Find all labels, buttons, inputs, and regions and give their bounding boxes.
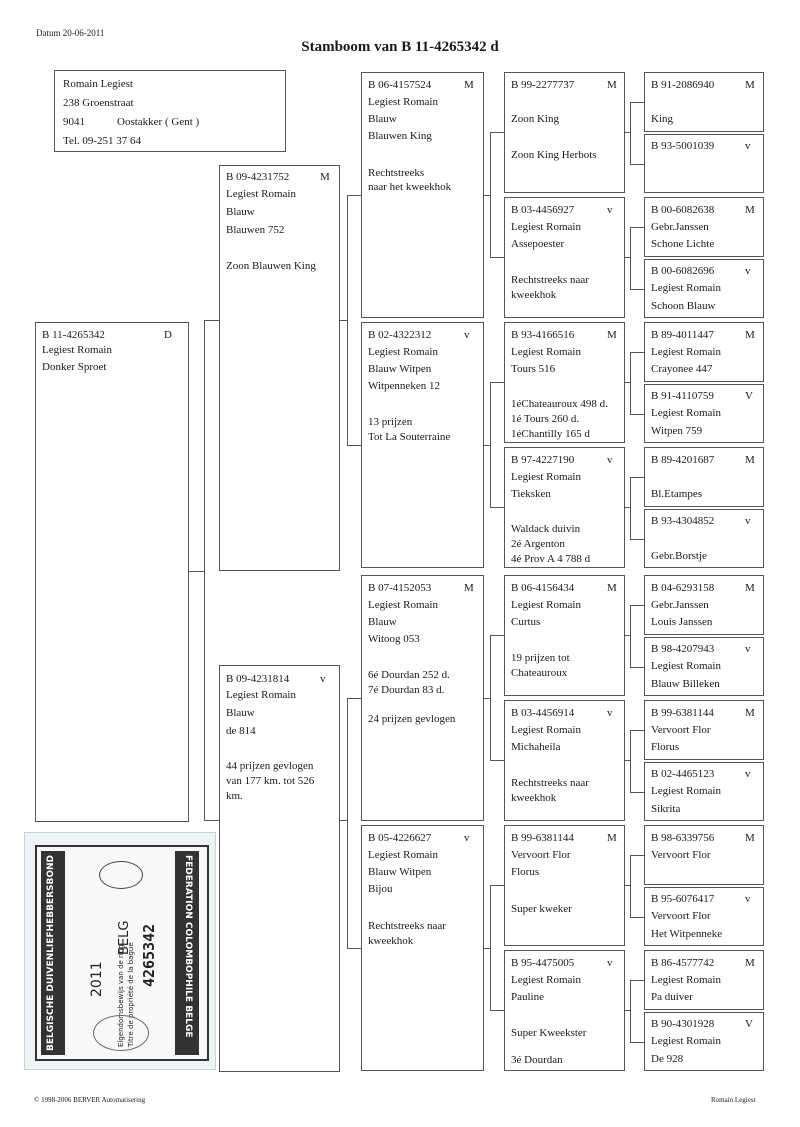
sex-marker: v: [464, 832, 470, 844]
line: Legiest Romain: [651, 974, 721, 986]
ring-number: B 06-4156434: [511, 582, 575, 594]
line: Gebr.Janssen: [651, 599, 709, 611]
sex-marker: M: [607, 79, 617, 91]
sex-marker: v: [464, 329, 470, 341]
footer-owner: Romain Legiest: [711, 1096, 756, 1104]
line: 1éChantilly 165 d: [511, 428, 590, 440]
color: Blauw: [226, 206, 255, 218]
note: 24 prijzen gevlogen: [368, 713, 456, 725]
ggg-box: [644, 322, 764, 382]
ggg-box: [644, 259, 764, 318]
ring-number: B 86-4577742: [651, 957, 715, 969]
sex-marker: M: [745, 454, 755, 466]
note: 6é Dourdan 252 d.: [368, 669, 450, 681]
owner-postcode: 9041: [63, 116, 85, 128]
line: Legiest Romain: [651, 282, 721, 294]
line: Curtus: [511, 616, 541, 628]
great-grandparent-box: [504, 825, 625, 946]
note: van 177 km. tot 526: [226, 775, 315, 787]
ring-number: B 09-4231814: [226, 673, 290, 685]
ring-number: B 03-4456927: [511, 204, 575, 216]
ring-number: B 98-4207943: [651, 643, 715, 655]
line: 19 prijzen tot: [511, 652, 570, 664]
line: Chateauroux: [511, 667, 568, 679]
note: 44 prijzen gevlogen: [226, 760, 314, 772]
owner-street: 238 Groenstraat: [63, 97, 134, 109]
parent-box-sire: [219, 165, 340, 571]
line: Legiest Romain: [651, 346, 721, 358]
grandparent-box: [361, 575, 484, 821]
ggg-box: [644, 447, 764, 507]
certificate-seal-icon: [93, 1015, 149, 1051]
ring-number: B 02-4322312: [368, 329, 432, 341]
great-grandparent-box: [504, 197, 625, 318]
ring-number: B 93-5001039: [651, 140, 715, 150]
breeder: Legiest Romain: [368, 849, 438, 861]
color: Blauw: [226, 707, 255, 719]
line: Vervoort Flor: [651, 910, 711, 922]
breeder: Legiest Romain: [368, 599, 438, 611]
line: Tieksken: [511, 488, 551, 500]
line: Zoon King: [511, 113, 559, 125]
sex-marker: v: [745, 265, 751, 277]
ring-number: B 99-6381144: [651, 707, 714, 719]
date-label: Datum 20-06-2011: [36, 28, 105, 38]
line: Michaheila: [511, 741, 561, 753]
breeder: Legiest Romain: [226, 188, 296, 200]
ring-number: B 99-2277737: [511, 79, 575, 91]
line: 2é Argenton: [511, 538, 565, 550]
color: Blauw: [368, 616, 397, 628]
ggg-box: [644, 1012, 764, 1071]
certificate-frame: [35, 845, 209, 1061]
sex-marker: M: [607, 582, 617, 594]
sex-marker: v: [745, 643, 751, 655]
ggg-box: [644, 700, 764, 760]
line: Vervoort Flor: [511, 849, 571, 861]
line: Tours 516: [511, 363, 556, 375]
ggg-box: [644, 72, 764, 132]
ring-number: B 91-4110759: [651, 390, 714, 402]
sex-marker: v: [745, 140, 751, 152]
sex-marker: V: [745, 390, 753, 402]
line: Legiest Romain: [651, 785, 721, 797]
sex-marker: v: [607, 454, 613, 466]
ggg-box: [644, 887, 764, 946]
grandparent-box: [361, 72, 484, 318]
line: Legiest Romain: [651, 1035, 721, 1047]
line: Legiest Romain: [511, 471, 581, 483]
subject-sex: D: [164, 329, 172, 341]
line: 4é Prov A 4 788 d: [511, 553, 591, 565]
ggg-box: [644, 384, 764, 443]
line: Legiest Romain: [511, 724, 581, 736]
ring-number: B 04-6293158: [651, 582, 715, 594]
ring-number: B 99-6381144: [511, 832, 574, 844]
line: Super kweker: [511, 903, 572, 915]
line: Vervoort Flor: [651, 849, 711, 861]
pigeon-name: Bijou: [368, 883, 393, 895]
ring-number: B 09-4231752: [226, 171, 290, 183]
sex-marker: M: [607, 832, 617, 844]
line: Het Witpenneke: [651, 928, 723, 940]
line: Sikrita: [651, 803, 681, 815]
ring-number: B 03-4456914: [511, 707, 575, 719]
sex-marker: M: [745, 79, 755, 91]
ring-number: B 00-6082696: [651, 265, 715, 277]
line: Rechtstreeks naar: [511, 777, 589, 789]
ring-number: B 89-4011447: [651, 329, 714, 341]
ring-number: B 98-6339756: [651, 832, 715, 844]
sex-marker: M: [464, 79, 474, 91]
sex-marker: M: [745, 582, 755, 594]
pigeon-name: Witpenneken 12: [368, 380, 440, 392]
note: naar het kweekhok: [368, 181, 452, 193]
great-grandparent-box: [504, 700, 625, 821]
note: 7é Dourdan 83 d.: [368, 684, 445, 696]
line: Rechtstreeks naar: [511, 274, 589, 286]
note: Tot La Souterraine: [368, 431, 451, 443]
ggg-box: [644, 134, 764, 193]
line: Legiest Romain: [651, 407, 721, 419]
line: Legiest Romain: [651, 660, 721, 672]
line: kweekhok: [511, 792, 557, 804]
owner-box: [54, 70, 286, 152]
line: Schoon Blauw: [651, 300, 716, 312]
line: Schone Lichte: [651, 238, 715, 250]
ring-number: B 89-4201687: [651, 454, 715, 466]
footer-copyright: © 1998-2006 BERVER Automatisering: [34, 1096, 146, 1104]
sex-marker: v: [745, 768, 751, 780]
line: Bl.Etampes: [651, 488, 703, 500]
breeder: Legiest Romain: [368, 96, 438, 108]
great-grandparent-box: [504, 72, 625, 193]
certificate-right-text: FEDERATION COLOMBOPHILE BELGE: [183, 855, 193, 1038]
great-grandparent-box: [504, 447, 625, 568]
note: Rechtstreeks naar: [368, 920, 446, 932]
page-title: Stamboom van B 11-4265342 d: [301, 39, 499, 55]
color: Blauw Witpen: [368, 866, 432, 878]
line: 3é Dourdan: [511, 1054, 563, 1066]
line: Pa duiver: [651, 991, 693, 1003]
grandparent-box: [361, 825, 484, 1071]
line: Louis Janssen: [651, 616, 713, 628]
line: Crayonee 447: [651, 363, 713, 375]
subject-ring: B 11-4265342: [42, 329, 105, 341]
line: Blauw Billeken: [651, 678, 720, 690]
subject-name: Donker Sproet: [42, 361, 107, 373]
line: Waldack duivin: [511, 523, 581, 535]
grandparent-box: [361, 322, 484, 568]
pigeon-name: Witoog 053: [368, 633, 420, 645]
ggg-box: [644, 762, 764, 821]
ring-number: B 00-6082638: [651, 204, 715, 216]
certificate-country: BELG: [117, 920, 132, 955]
sex-marker: M: [745, 957, 755, 969]
ggg-box: [644, 509, 764, 568]
line: Pauline: [511, 991, 544, 1003]
ring-number: B 91-2086940: [651, 79, 715, 91]
great-grandparent-box: [504, 322, 625, 443]
line: Zoon King Herbots: [511, 149, 597, 161]
ggg-box: [644, 950, 764, 1010]
line: Legiest Romain: [511, 974, 581, 986]
sex-marker: M: [464, 582, 474, 594]
ring-number: B 02-4465123: [651, 768, 715, 780]
owner-name: Romain Legiest: [63, 78, 133, 90]
sex-marker: V: [745, 1018, 753, 1030]
ggg-box: [644, 575, 764, 635]
ring-number: B 93-4304852: [651, 515, 715, 527]
owner-phone: Tel. 09-251 37 64: [63, 135, 142, 147]
pigeon-name: Blauwen 752: [226, 224, 285, 236]
sex-marker: M: [320, 171, 330, 183]
ring-number: B 06-4157524: [368, 79, 432, 91]
line: Gebr.Janssen: [651, 221, 709, 233]
line: Legiest Romain: [511, 221, 581, 233]
sex-marker: M: [745, 707, 755, 719]
line: 1é Tours 260 d.: [511, 413, 580, 425]
line: Super Kweekster: [511, 1027, 587, 1039]
note: Rechtstreeks: [368, 167, 425, 179]
ring-number: B 07-4152053: [368, 582, 432, 594]
pigeon-name: de 814: [226, 725, 256, 737]
note: 13 prijzen: [368, 416, 413, 428]
line: Assepoester: [511, 238, 565, 250]
great-grandparent-box: [504, 575, 625, 696]
certificate-emblem-icon: [99, 861, 143, 889]
subject-box: [35, 322, 189, 822]
ring-number: B 95-6076417: [651, 893, 715, 905]
sex-marker: M: [745, 832, 755, 844]
line: Legiest Romain: [511, 346, 581, 358]
ggg-box: [644, 197, 764, 257]
sex-marker: v: [745, 515, 751, 527]
ggg-box: [644, 637, 764, 696]
ggg-box: [644, 825, 764, 885]
owner-city: Oostakker ( Gent ): [117, 116, 200, 128]
sex-marker: v: [320, 673, 326, 685]
sex-marker: M: [745, 329, 755, 341]
certificate-year: 2011: [89, 961, 105, 997]
certificate-left-text: BELGISCHE DUIVENLIEFHEBBERSBOND: [46, 854, 56, 1051]
line: Florus: [651, 741, 680, 753]
ring-number: B 05-4226627: [368, 832, 432, 844]
subject-breeder: Legiest Romain: [42, 344, 112, 356]
note: Zoon Blauwen King: [226, 260, 316, 272]
ring-number: B 95-4475005: [511, 957, 575, 969]
ring-number: B 97-4227190: [511, 454, 575, 466]
line: De 928: [651, 1053, 684, 1065]
line: Witpen 759: [651, 425, 703, 437]
sex-marker: v: [745, 893, 751, 905]
certificate-note-nl: Eigendomsbewijs van de ring: [117, 944, 125, 1047]
breeder: Legiest Romain: [226, 689, 296, 701]
line: Florus: [511, 866, 540, 878]
note: kweekhok: [368, 935, 414, 947]
note: km.: [226, 790, 243, 802]
sex-marker: v: [607, 204, 613, 216]
color: Blauw: [368, 113, 397, 125]
line: 1éChateauroux 498 d.: [511, 398, 608, 410]
certificate-number: 4265342: [140, 923, 158, 987]
parent-box-dam: [219, 665, 340, 1072]
pigeon-name: Blauwen King: [368, 130, 432, 142]
line: King: [651, 113, 673, 125]
sex-marker: v: [607, 957, 613, 969]
sex-marker: M: [745, 204, 755, 216]
sex-marker: M: [607, 329, 617, 341]
ring-certificate: [24, 832, 216, 1070]
certificate-note-fr: Titre de propriété de la bague: [127, 942, 135, 1047]
ring-number: B 93-4166516: [511, 329, 575, 341]
line: Legiest Romain: [511, 599, 581, 611]
color: Blauw Witpen: [368, 363, 432, 375]
line: Vervoort Flor: [651, 724, 711, 736]
breeder: Legiest Romain: [368, 346, 438, 358]
great-grandparent-box: [504, 950, 625, 1071]
ring-number: B 90-4301928: [651, 1018, 715, 1030]
line: kweekhok: [511, 289, 557, 301]
sex-marker: v: [607, 707, 613, 719]
line: Gebr.Borstje: [651, 550, 707, 562]
